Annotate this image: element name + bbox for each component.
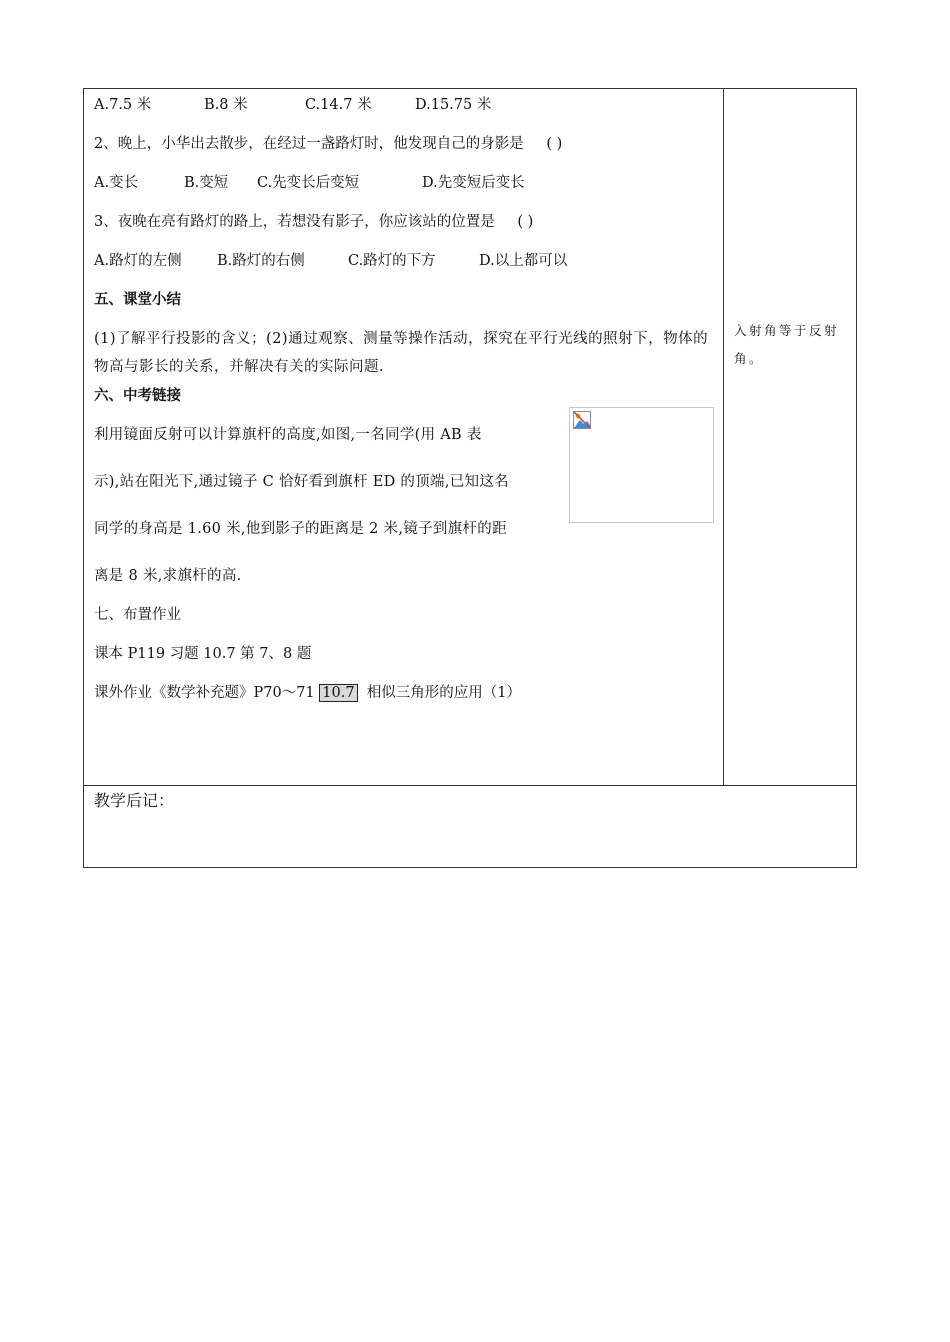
lesson-table (83, 88, 857, 868)
q3-option-d: D.以上都可以 (479, 253, 568, 269)
q3-options (94, 251, 567, 271)
q3-bracket: ( ) (517, 214, 534, 230)
section6-title: 六、中考链接 (94, 388, 181, 404)
q2-option-b: B.变短 (184, 175, 229, 191)
section6-line-2: 示),站在阳光下,通过镜子 C 恰好看到旗杆 ED 的顶端,已知这名 (94, 474, 509, 490)
q1-option-b: B.8 米 (204, 97, 248, 113)
q1-options (94, 95, 491, 115)
broken-image-icon (573, 411, 591, 429)
q2-text: 2、晚上，小华出去散步，在经过一盏路灯时，他发现自己的身影是 (94, 136, 524, 152)
section6-line-4: 离是 8 米,求旗杆的高. (94, 568, 242, 584)
section6-line-1: 利用镜面反射可以计算旗杆的高度,如图,一名同学(用 AB 表 (94, 427, 482, 443)
q2-option-a: A.变长 (94, 175, 139, 191)
section5-body: (1)了解平行投影的含义；(2)通过观察、测量等操作活动，探究在平行光线的照射下，物体的物高与影长的关系，并解决有关的实际问题. (94, 331, 709, 375)
q3-option-b: B.路灯的右侧 (217, 253, 305, 269)
section7-extra-suffix: 相似三角形的应用（1） (357, 685, 522, 701)
section5-title: 五、课堂小结 (94, 292, 181, 308)
q2-question (94, 134, 562, 154)
q3-option-a: A.路灯的左侧 (94, 253, 182, 269)
q1-option-c: C.14.7 米 (305, 97, 372, 113)
after-class-row (84, 785, 856, 867)
q3-text: 3、夜晚在亮有路灯的路上，若想没有影子，你应该站的位置是 (94, 214, 495, 230)
q2-option-d: D.先变短后变长 (422, 175, 525, 191)
section7-extra-boxed: 10.7 (319, 684, 357, 702)
q1-option-d: D.15.75 米 (415, 97, 492, 113)
q2-options (94, 173, 525, 193)
section6-line-3: 同学的身高是 1.60 米,他到影子的距离是 2 米,镜子到旗杆的距 (94, 521, 507, 537)
side-note: 入射角等于反射角。 (734, 323, 840, 366)
section7-extra-prefix: 课外作业《数学补充题》P70～71 (94, 685, 320, 701)
q2-bracket: ( ) (546, 136, 563, 152)
section7-textbook: 课本 P119 习题 10.7 第 7、8 题 (94, 646, 312, 662)
q1-option-a: A.7.5 米 (94, 97, 152, 113)
section7-title: 七、布置作业 (94, 607, 181, 623)
q2-option-c: C.先变长后变短 (257, 175, 360, 191)
after-class-title: 教学后记： (94, 791, 175, 810)
q3-option-c: C.路灯的下方 (348, 253, 436, 269)
content-cell (84, 89, 724, 785)
side-note-cell (724, 89, 856, 785)
section7-extra (94, 683, 521, 703)
figure-image-placeholder (569, 407, 714, 523)
q3-question (94, 212, 533, 232)
